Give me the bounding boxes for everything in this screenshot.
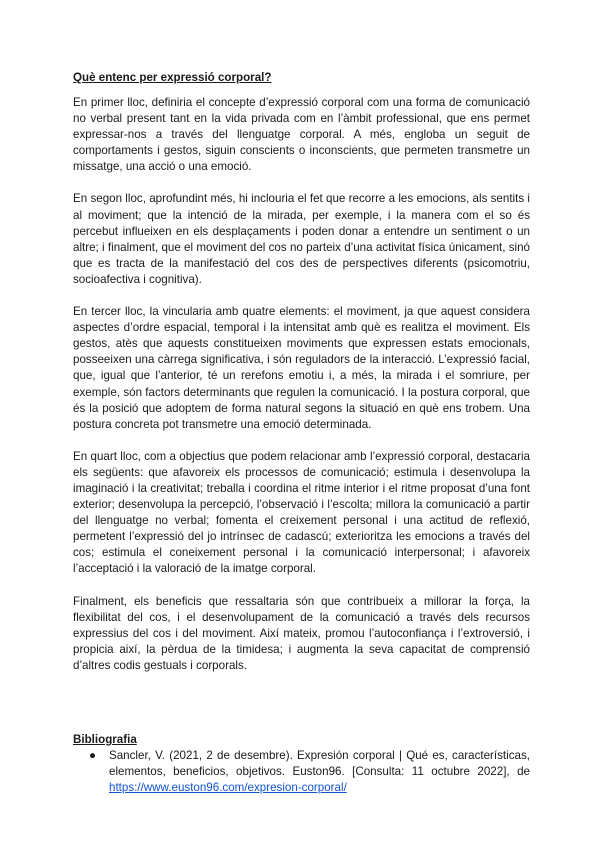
section-heading: Què entenc per expressió corporal? [73,71,272,84]
document-body [73,70,530,690]
bullet-icon: ● [89,749,97,762]
bibliography-entry-text: Sancler, V. (2021, 2 de desembre). Expresión corporal | Qué es, características, elementos, beneficios, objetivos. Euston96. [Consulta: 11 octubre 2022], de [109,749,530,779]
bibliography-title: Bibliografia [73,733,137,746]
paragraph-second: En segon lloc, aprofundint més, hi inclouria el fet que recorre a les emocions, als sentits i al moviment; que la intenció de la mirada, per exemple, i la manera com el so és percebut influeixen en els desplaçaments i poden donar a entendre un sentiment o un altre; i finalment, que el moviment del cos no parteix d’una activitat física únicament, sinó que es tracta de la manifestació del cos des de perspectives diferents (psicomotriu, socioafectiva i cognitiva). [73,192,530,286]
paragraph-first: En primer lloc, definiria el concepte d’expressió corporal com una forma de comunicació no verbal present tant en la vida privada com en l’àmbit professional, que ens permet expressar-nos a través del llenguatge corporal. A més, engloba un seguit de comportaments i gestos, siguin conscients o inconscients, que permeten transmetre un missatge, una acció o una emoció. [73,96,530,174]
paragraph-third: En tercer lloc, la vincularia amb quatre elements: el moviment, ja que aquest considera aspectes d’ordre espacial, temporal i la intensitat amb què es realitza el moviment. Els gestos, atès que aquests constitueixen moviments que expressen estats emocionals, posseeixen una càrrega significativa, i són reguladors de la interacció. L’expressió facial, que, igual que l’anterior, té un rerefons emotiu i, a més, la mirada i el somriure, per exemple, són factors determinants que regulen la comunicació. I la postura corporal, que és la posició que adoptem de forma natural segons la situació en què ens trobem. Una postura concreta pot transmetre una emoció determinada. [73,305,530,431]
bibliography-entry [73,748,530,796]
paragraph-final: Finalment, els beneficis que ressaltaria són que contribueix a millorar la força, la flexibilitat del cos, i el desenvolupament de la comunicació a través dels recursos expressius del cos i del moviment. Així mateix, promou l’autoconfiança i l’extroversió, i propicia així, la pèrdua de la timidesa; i augmenta la seva capacitat de comprensió d’altres codis gestuals i corporals. [73,594,530,672]
paragraph-fourth: En quart lloc, com a objectius que podem relacionar amb l’expressió corporal, destacaria els següents: que afavoreix els processos de comunicació; estimula i desenvolupa la imaginació i la creativitat; treballa i coordina el ritme interior i el ritme proposat d’una font exterior; desenvolupa la percepció, l’observació i l’escolta; millora la comunicació a partir del llenguatge no verbal; fomenta el creixement personal i una actitud de reflexió, permetent l’expressió del jo intrínsec de cadascú; exterioritza les emocions a través del cos; estimula el coneixement personal i la comunicació interpersonal; i afavoreix l’acceptació i la valoració de la imatge corporal. [73,449,530,576]
bibliography-link[interactable]: https://www.euston96.com/expresion-corporal/ [109,781,347,795]
bibliography-list [73,748,530,796]
